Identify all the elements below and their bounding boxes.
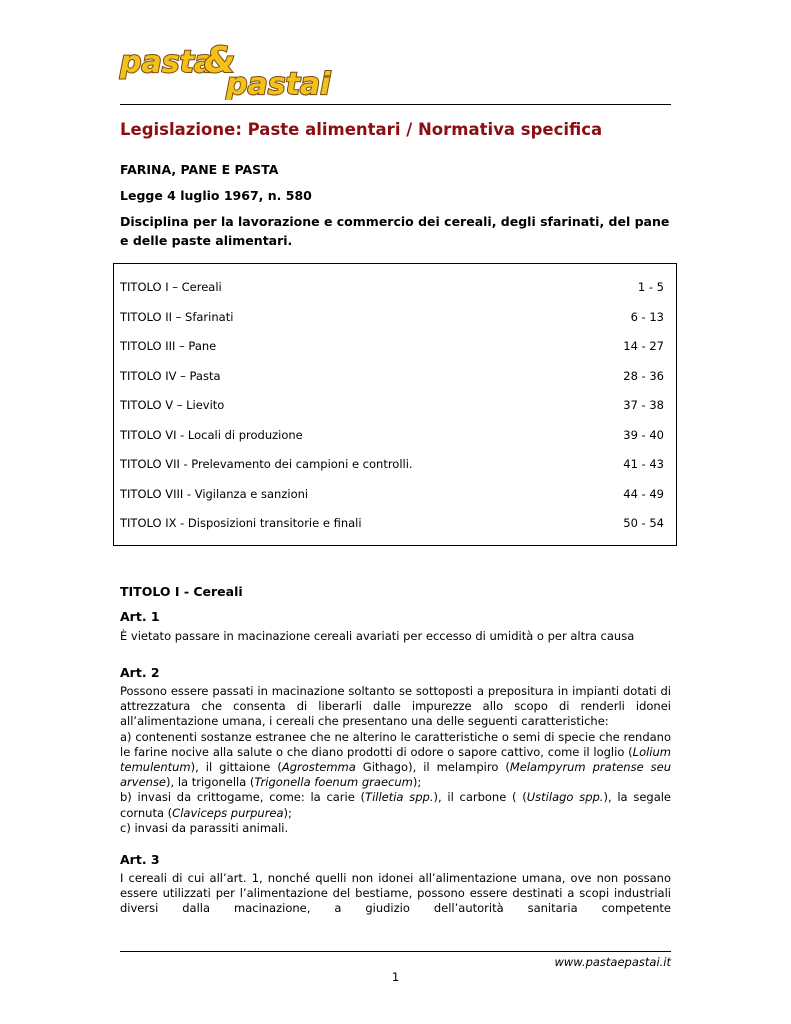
text-span: Githago), il melampiro (	[355, 760, 510, 775]
species-name: Lolium temulentum	[120, 744, 671, 775]
toc-range: 44 - 49	[623, 487, 664, 501]
article-body	[120, 871, 671, 917]
article-intro: Possono essere passati in macinazione soltanto se sottoposti a prepositura in impianti dotati di attrezzatura che consenta di liberarli dalle impurezze allo scopo di renderli idonei all’alimentazione umana, i cereali che presentano una delle seguenti caratteristiche:	[120, 684, 671, 729]
species-name: Ustilago spp.	[526, 790, 604, 805]
toc-range: 41 - 43	[623, 457, 664, 471]
footer-url-link[interactable]: www.pastaepastai.it	[554, 955, 671, 969]
toc-row	[120, 457, 664, 473]
article-body	[120, 684, 671, 836]
toc-range: 6 - 13	[630, 310, 664, 324]
footer-rule	[120, 951, 671, 952]
article-item-a	[120, 730, 671, 791]
species-name: Agrostemma	[281, 760, 356, 775]
toc-row	[120, 280, 664, 296]
toc-label: TITOLO III – Pane	[120, 339, 217, 353]
toc-range: 14 - 27	[623, 339, 664, 353]
toc-box	[113, 263, 677, 546]
pasta-e-pastai-logo	[118, 40, 340, 100]
toc-range: 28 - 36	[623, 369, 664, 383]
logo-text-pasta: pasta	[120, 45, 215, 80]
toc-range: 1 - 5	[637, 280, 664, 294]
text-span: ), il carbone ( (	[433, 790, 527, 805]
toc-label: TITOLO VIII - Vigilanza e sanzioni	[120, 487, 309, 501]
article-heading: Art. 3	[120, 852, 160, 867]
law-subtitle: Disciplina per la lavorazione e commercio dei cereali, degli sfarinati, del pane e delle paste alimentari.	[120, 214, 670, 248]
section-heading: TITOLO I - Cereali	[120, 584, 243, 599]
toc-label: TITOLO VI - Locali di produzione	[120, 428, 303, 442]
law-reference: Legge 4 luglio 1967, n. 580	[120, 188, 312, 203]
article-item-b	[120, 790, 671, 820]
text-span: b) invasi da crittogame, come: la carie (	[120, 790, 366, 805]
article-heading: Art. 2	[120, 665, 160, 680]
toc-row	[120, 339, 664, 355]
toc-row	[120, 369, 664, 385]
logo-text-pastai: pastai	[226, 67, 331, 100]
page-title: Legislazione: Paste alimentari / Normativa specifica	[120, 120, 603, 139]
toc-range: 37 - 38	[623, 398, 664, 412]
toc-row	[120, 398, 664, 414]
species-name: Melampyrum pratense seu arvense	[120, 760, 672, 790]
text-span: );	[412, 775, 422, 790]
toc-label: TITOLO V – Lievito	[120, 398, 225, 412]
article-text: È vietato passare in macinazione cereali avariati per eccesso di umidità o per altra causa	[120, 629, 635, 643]
text-span: ), la trigonella (	[166, 775, 255, 790]
article-heading: Art. 1	[120, 609, 160, 624]
article-body	[120, 629, 671, 644]
toc-row	[120, 487, 664, 503]
article-text: I cereali di cui all’art. 1, nonché quelli non idonei all’alimentazione umana, ove non possano essere utilizzati per l’alimentazione del bestiame, possono essere destinati a scopi industriali diversi dalla macinazione, a giudizio dell’autorità sanitaria competente	[120, 871, 671, 916]
toc-range: 50 - 54	[623, 516, 664, 530]
text-span: );	[283, 805, 292, 820]
text-span: a) contenenti sostanze estranee che ne alterino le caratteristiche o semi di specie che rendano le farine nocive alla salute o che diano prodotti di odore o sapore cattivo, come il loglio (	[120, 729, 671, 759]
species-name: Trigonella foenum graecum	[254, 775, 413, 790]
logo-text-ampersand: &	[204, 40, 236, 81]
article-item-c: c) invasi da parassiti animali.	[120, 820, 289, 835]
toc-row	[120, 516, 664, 532]
text-span: ), il gittaione (	[190, 760, 282, 775]
toc-label: TITOLO I – Cereali	[120, 280, 222, 294]
toc-row	[120, 310, 664, 326]
toc-label: TITOLO VII - Prelevamento dei campioni e controlli.	[120, 457, 413, 471]
toc-range: 39 - 40	[623, 428, 664, 442]
page-number: 1	[391, 970, 400, 984]
toc-row	[120, 428, 664, 444]
header-rule	[120, 104, 671, 105]
section-label: FARINA, PANE E PASTA	[120, 162, 279, 177]
toc-label: TITOLO II – Sfarinati	[120, 310, 234, 324]
species-name: Tilletia spp.	[365, 790, 434, 805]
species-name: Claviceps purpurea	[172, 805, 284, 820]
toc-label: TITOLO IV – Pasta	[120, 369, 221, 383]
toc-label: TITOLO IX - Disposizioni transitorie e finali	[120, 516, 362, 530]
text-span: ), la segale cornuta (	[120, 790, 672, 820]
